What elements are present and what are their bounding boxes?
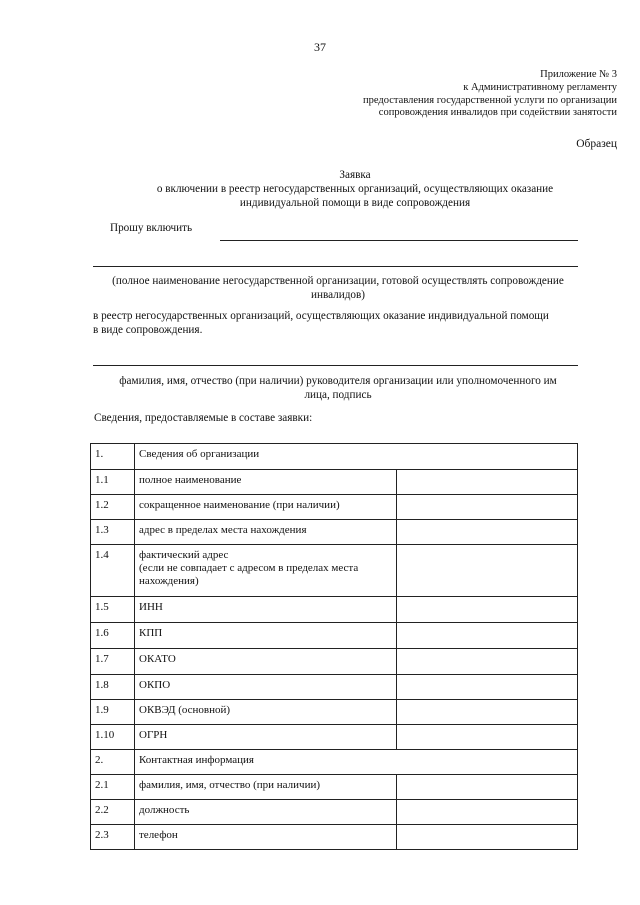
application-table [90,443,578,850]
value-cell[interactable] [397,470,578,495]
value-cell[interactable] [397,623,578,649]
signature-field-line[interactable] [93,365,578,366]
paragraph-line: в виде сопровождения. [93,324,203,336]
row-number: 1.6 [91,623,135,649]
info-intro: Сведения, предоставляемые в составе заявки: [94,412,313,424]
value-cell[interactable] [397,649,578,675]
org-name-caption [93,274,583,302]
table-row [91,775,578,800]
org-name-field-line[interactable] [220,240,578,241]
row-label [135,545,397,597]
row-label: КПП [135,623,397,649]
row-label: ОКАТО [135,649,397,675]
value-cell[interactable] [397,520,578,545]
appendix-header [363,69,617,120]
row-number: 1. [91,444,135,470]
caption-line: инвалидов) [310,289,366,301]
row-number: 2.1 [91,775,135,800]
table-row [91,725,578,750]
section-row [91,444,578,470]
org-name-field-line-2[interactable] [93,266,578,267]
row-number: 2.3 [91,825,135,850]
table-row [91,649,578,675]
value-cell[interactable] [397,597,578,623]
section-heading: Сведения об организации [135,444,578,470]
row-number: 1.8 [91,675,135,700]
row-number: 1.3 [91,520,135,545]
request-label: Прошу включить [110,222,193,234]
section-heading: Контактная информация [135,750,578,775]
value-cell[interactable] [397,700,578,725]
value-cell[interactable] [397,725,578,750]
table-row [91,675,578,700]
sample-label: Образец [576,138,617,150]
value-cell[interactable] [397,495,578,520]
title-line: о включении в реестр негосударственных организаций, осуществляющих оказание [156,183,554,195]
value-cell[interactable] [397,825,578,850]
table-row [91,825,578,850]
row-number: 1.7 [91,649,135,675]
table-row [91,545,578,597]
row-label: ИНН [135,597,397,623]
caption-line: фамилия, имя, отчество (при наличии) руководителя организации или уполномоченного им [119,375,557,387]
paragraph-line: в реестр негосударственных организаций, осуществляющих оказание индивидуальной помощи [93,310,549,322]
caption-line: (полное наименование негосударственной организации, готовой осуществлять сопровождение [112,275,564,287]
value-cell[interactable] [397,775,578,800]
title-line: индивидуальной помощи в виде сопровождения [239,197,471,209]
appendix-line: предоставления государственной услуги по организации [363,94,617,106]
row-label: адрес в пределах места нахождения [135,520,397,545]
row-number: 1.1 [91,470,135,495]
table-row [91,700,578,725]
table-row [91,597,578,623]
row-number: 1.2 [91,495,135,520]
row-label: сокращенное наименование (при наличии) [135,495,397,520]
row-label: фамилия, имя, отчество (при наличии) [135,775,397,800]
table-row [91,520,578,545]
value-cell[interactable] [397,800,578,825]
section-row [91,750,578,775]
page-number: 37 [314,40,326,54]
label-line: фактический адрес [139,549,229,561]
title-line: Заявка [339,169,371,181]
row-number: 1.5 [91,597,135,623]
row-number: 2.2 [91,800,135,825]
label-line: нахождения) [139,575,199,587]
row-label: телефон [135,825,397,850]
row-label: ОКВЭД (основной) [135,700,397,725]
label-line: (если не совпадает с адресом в пределах места [139,562,359,574]
document-title [0,168,640,210]
row-number: 1.10 [91,725,135,750]
value-cell[interactable] [397,675,578,700]
row-number: 2. [91,750,135,775]
table-row [91,800,578,825]
row-number: 1.4 [91,545,135,597]
signature-caption [93,374,583,402]
value-cell[interactable] [397,545,578,597]
row-label: полное наименование [135,470,397,495]
appendix-line: Приложение № 3 [540,69,617,80]
row-label: должность [135,800,397,825]
caption-line: лица, подпись [304,389,372,401]
row-label: ОГРН [135,725,397,750]
table-row [91,470,578,495]
registry-paragraph [93,309,583,337]
table-row [91,623,578,649]
row-label: ОКПО [135,675,397,700]
appendix-line: к Административному регламенту [463,81,617,93]
appendix-line: сопровождения инвалидов при содействии занятости [378,107,617,119]
row-number: 1.9 [91,700,135,725]
table-row [91,495,578,520]
